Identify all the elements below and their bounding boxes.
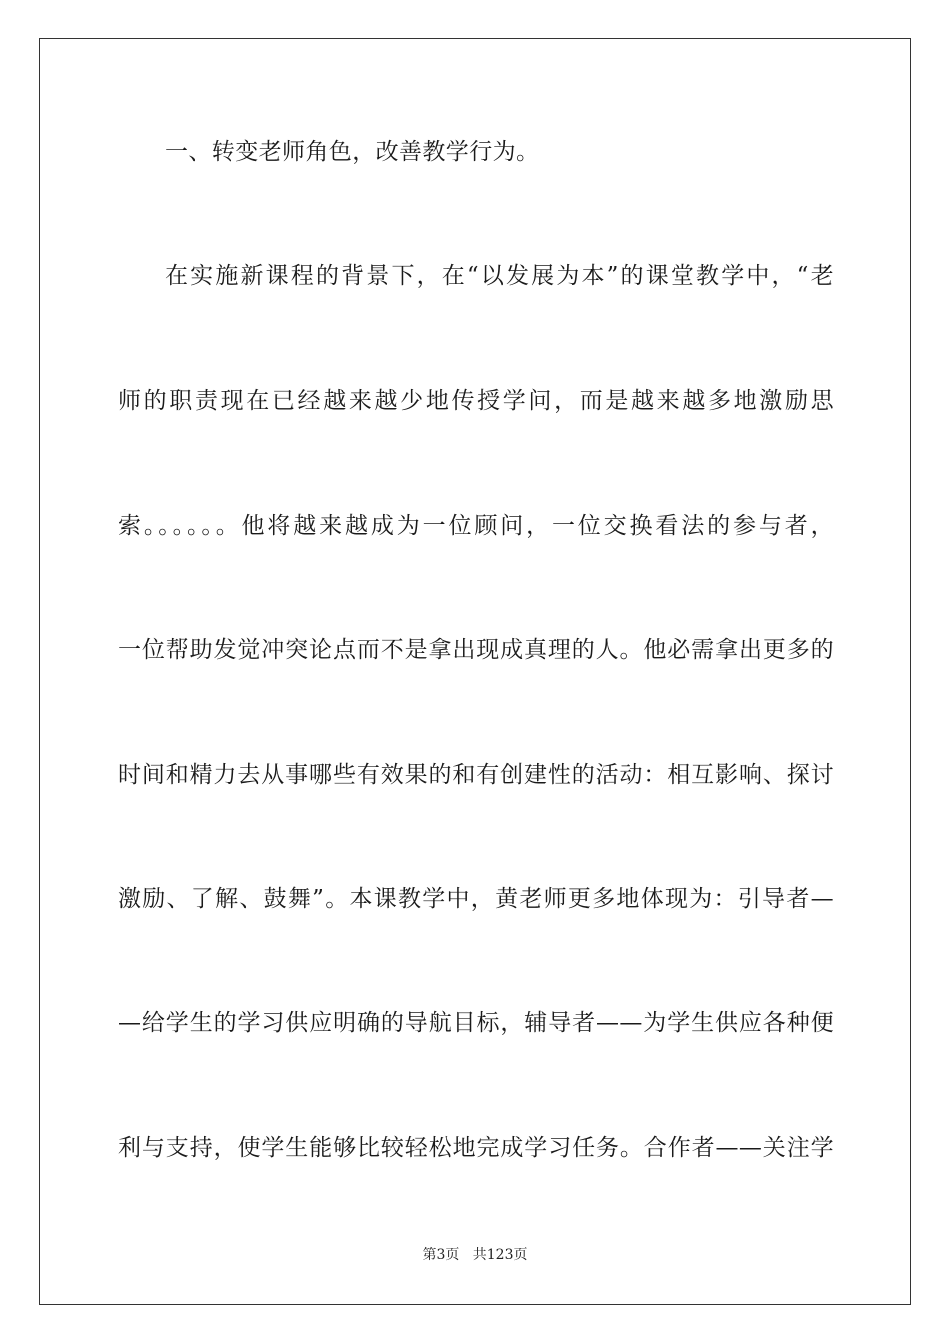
- page-number-current: 第3页: [422, 1247, 460, 1263]
- page-footer: [0, 1246, 950, 1264]
- page-number-total: 共123页: [472, 1247, 528, 1263]
- paragraph-line: 索。。。。。。他将越来越成为一位顾问，一位交换看法的参与者，: [118, 513, 834, 539]
- paragraph-line: 时间和精力去从事哪些有效果的和有创建性的活动：相互影响、探讨: [118, 762, 834, 788]
- paragraph-line: 师的职责现在已经越来越少地传授学问，而是越来越多地激励思: [118, 388, 834, 414]
- paragraph-line: 在实施新课程的背景下，在“以发展为本”的课堂教学中，“老: [165, 263, 834, 289]
- section-heading: 一、转变老师角色，改善教学行为。: [165, 139, 540, 165]
- paragraph-line: 利与支持，使学生能够比较轻松地完成学习任务。合作者——关注学: [118, 1135, 834, 1161]
- paragraph-line: 一位帮助发觉冲突论点而不是拿出现成真理的人。他必需拿出更多的: [118, 637, 834, 663]
- paragraph-line: 激励、了解、鼓舞”。本课教学中，黄老师更多地体现为：引导者—: [118, 886, 834, 912]
- page-frame: [39, 38, 911, 1305]
- paragraph-line: —给学生的学习供应明确的导航目标，辅导者——为学生供应各种便: [118, 1010, 834, 1036]
